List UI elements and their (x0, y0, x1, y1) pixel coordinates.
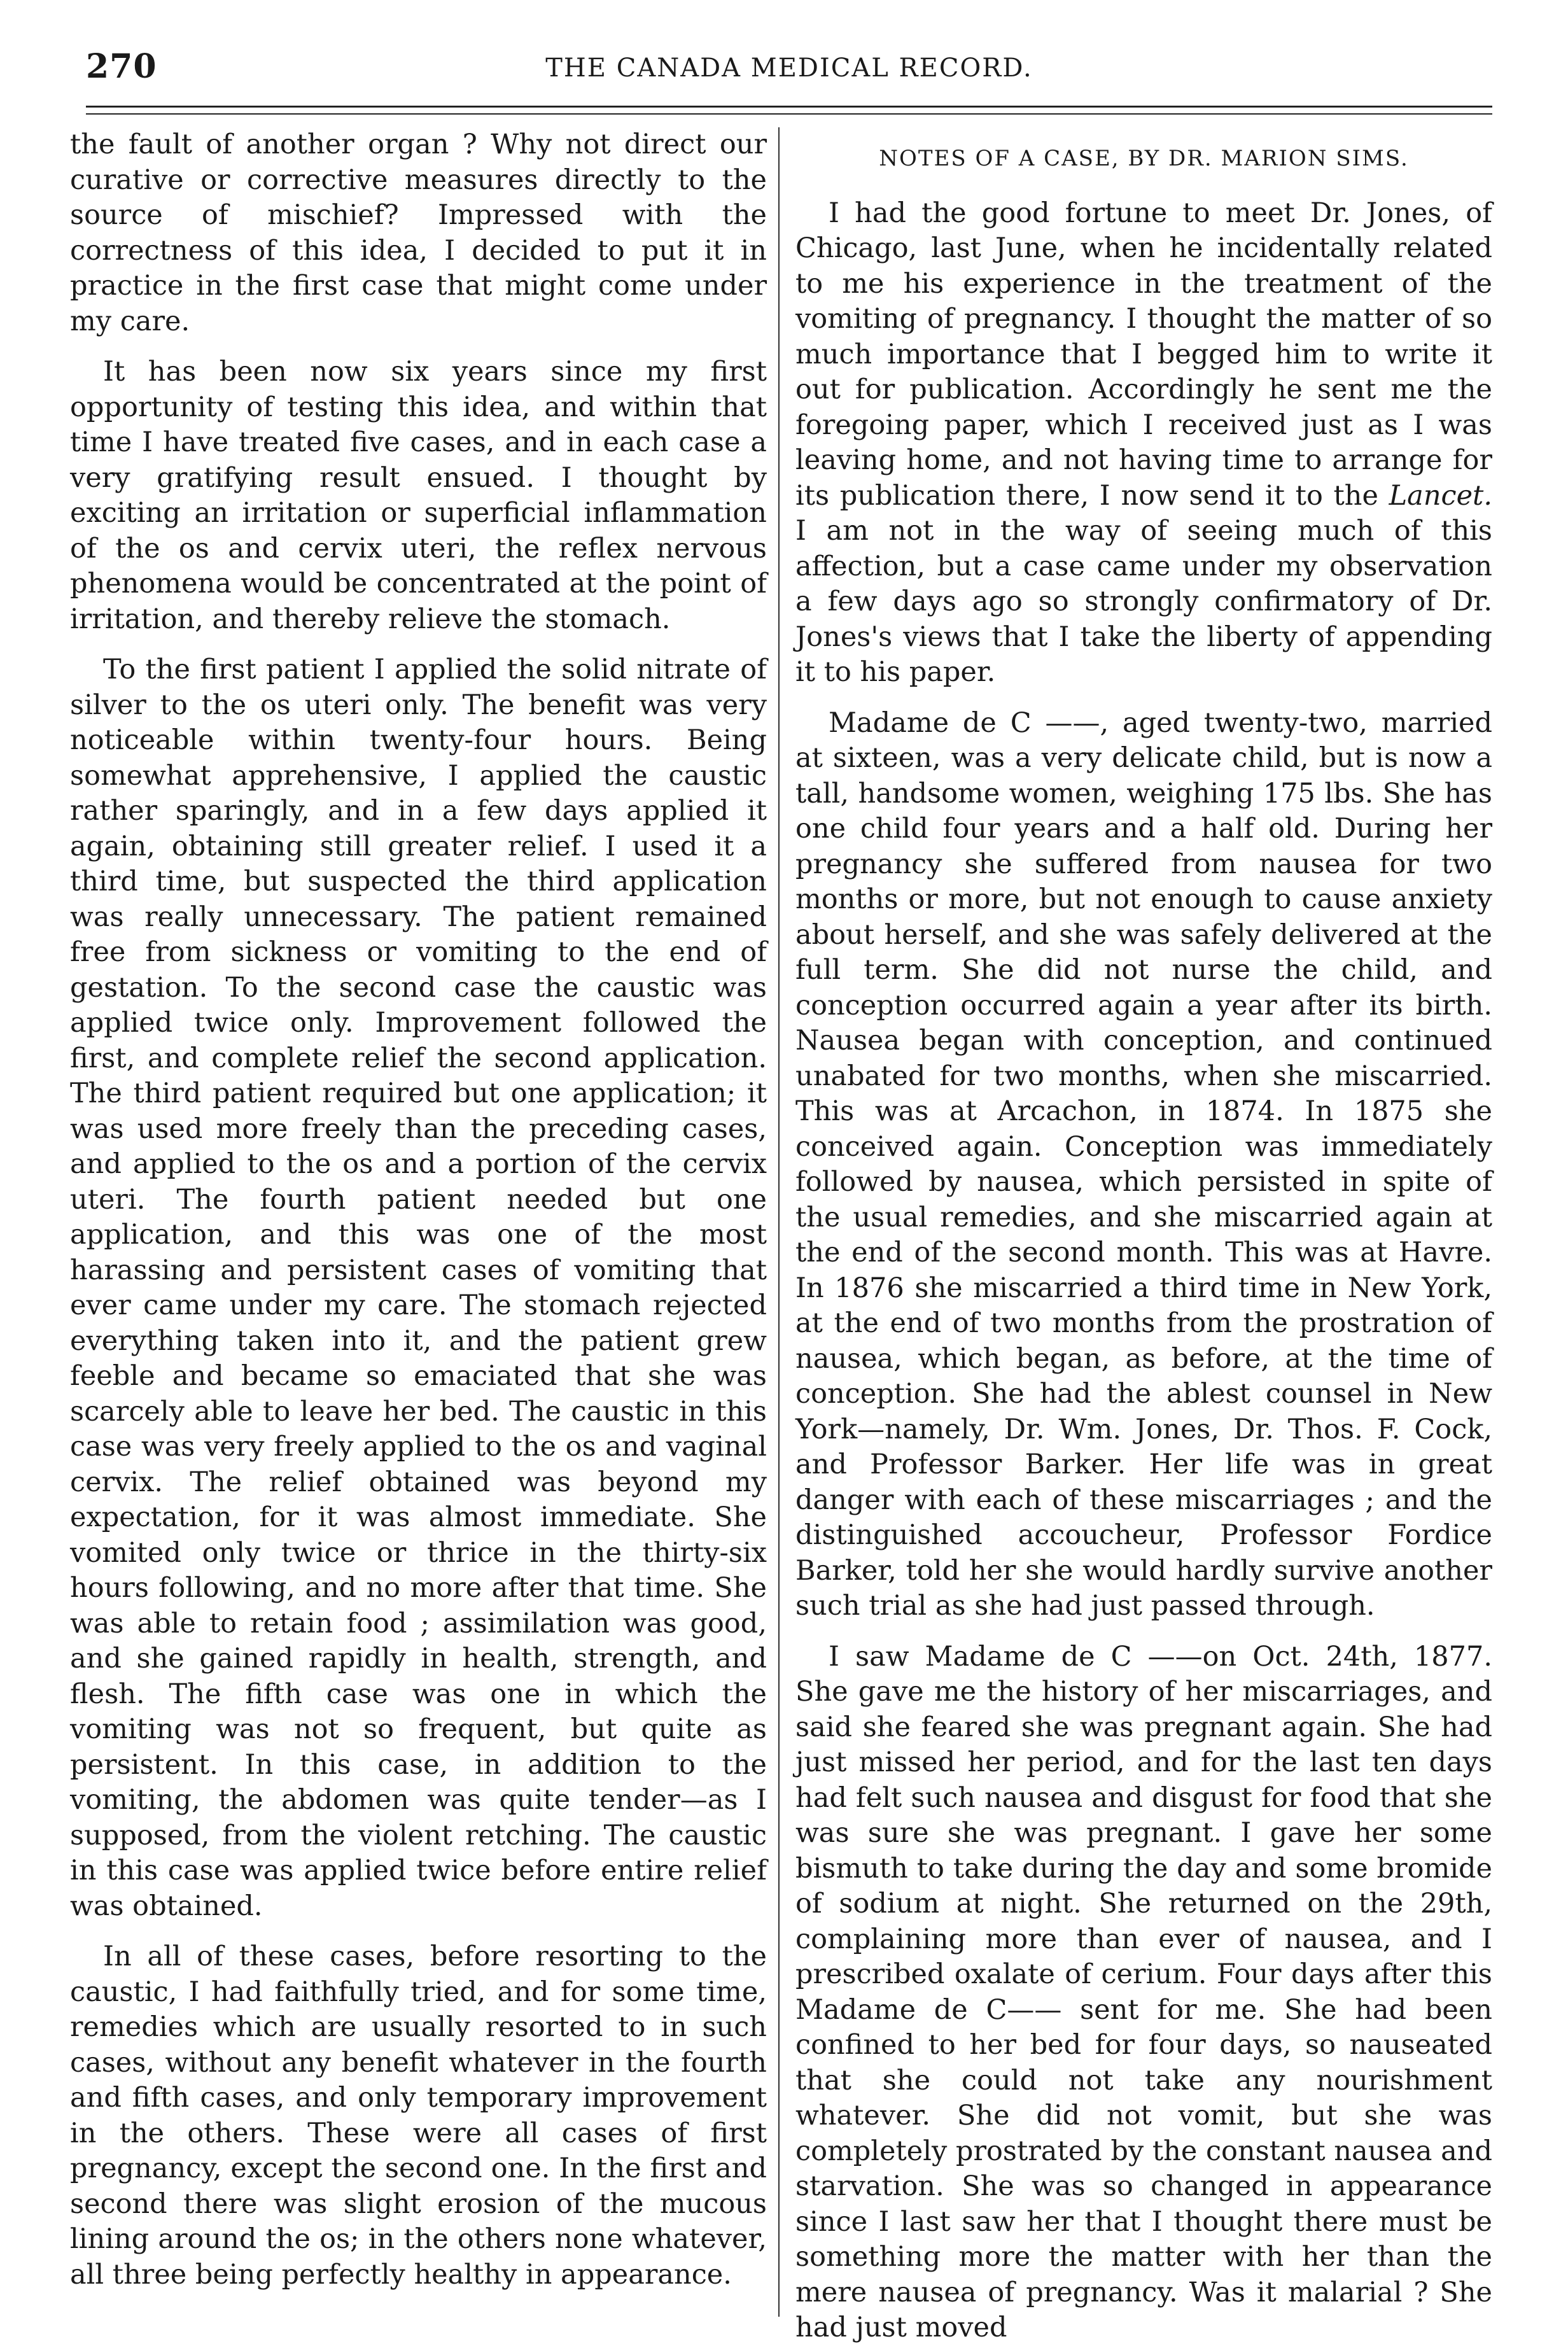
header-rule-bottom (86, 113, 1492, 115)
header-rule-top (86, 106, 1492, 108)
section-heading: NOTES OF A CASE, BY DR. MARION SIMS. (879, 146, 1409, 171)
page-number: 270 (86, 47, 157, 86)
paragraph: In all of these cases, before resorting to the caustic, I had faithfully tried, and for some time, remedies which are usually resorted to in such cases, without any benefit whatever in the fourth and fifth cases, and only temporary improvement in the others. These were all cases of first pregnancy, except the second one. In the first and second there was slight erosion of the mucous lining around the os; in the others none whatever, all three being perfectly healthy in appearance. (70, 1941, 767, 2291)
paragraph-text: I had the good fortune to meet Dr. Jones, of Chicago, last June, when he incidentally related to me his experience in the treatment of the vomiting of pregnancy. I thought the matter of so much importance that I begged him to write it out for publication. Accordingly he sent me the foregoing paper, which I received just as I was leaving home, and not having time to arrange for its publication there, I now send it to the (795, 197, 1492, 512)
paragraph (795, 196, 1492, 691)
paragraph-text: I am not in the way of seeing much of this affection, but a case came under my observation a few days ago so strongly confirmatory of Dr. Jones's views that I take the liberty of appending it to his paper. (795, 515, 1492, 688)
left-column (70, 127, 767, 2317)
journal-title: THE CANADA MEDICAL RECORD. (545, 53, 1033, 83)
paragraph: It has been now six years since my first opportunity of testing this idea, and within that time I have treated five cases, and in each case a very gratifying result ensued. I thought by exciting an irritation or superficial inflammation of the os and cervix uteri, the reflex nervous phenomena would be concentrated at the point of irritation, and thereby relieve the stomach. (70, 356, 767, 635)
paragraph: I saw Madame de C ——on Oct. 24th, 1877. She gave me the history of her miscarriages, and said she feared she was pregnant again. She had just missed her period, and for the last ten days had felt such nausea and disgust for food that she was sure she was pregnant. I gave her some bismuth to take during the day and some bromide of sodium at night. She returned on the 29th, complaining more than ever of nausea, and I prescribed oxalate of cerium. Four days after this Madame de C—— sent for me. She had been confined to her bed for four days, so nauseated that she could not take any nourishment whatever. She did not vomit, but she was completely prostrated by the constant nausea and starvation. She was so changed in appearance since I last saw her that I thought there must be something more the matter with her than the mere nausea of pregnancy. Was it malarial ? She had just moved (795, 1640, 1492, 2343)
page-header (86, 39, 1492, 97)
paragraph: the fault of another organ ? Why not direct our curative or corrective measures directly to the source of mischief? Impressed with the correctness of this idea, I decided to put it in practice in the first case that might come under my care. (70, 129, 767, 337)
right-column (795, 127, 1492, 2343)
column-divider (778, 127, 780, 2317)
paragraph: Madame de C ——, aged twenty-two, married at sixteen, was a very delicate child, but is now a tall, handsome women, weighing 175 lbs. She has one child four years and a half old. During her pregnancy she suffered from nausea for two months or more, but not enough to cause anxiety about herself, and she was safely delivered at the full term. She did not nurse the child, and conception occurred again a year after its birth. Nausea began with conception, and continued unabated for two months, when she miscarried. This was at Arcachon, in 1874. In 1875 she conceived again. Conception was immediately followed by nausea, which persisted in spite of the usual remedies, and she miscarried again at the end of the second month. This was at Havre. In 1876 she miscarried a third time in New York, at the end of two months from the prostration of nausea, which began, as before, at the time of conception. She had the ablest counsel in New York—namely, Dr. Wm. Jones, Dr. Thos. F. Cock, and Professor Barker. Her life was in great danger with each of these miscarriages ; and the distinguished accoucheur, Professor Fordice Barker, told her she would hardly survive another such trial as she had just passed through. (795, 706, 1492, 1622)
paragraph: To the first patient I applied the solid nitrate of silver to the os uteri only. The benefit was very noticeable within twenty-four hours. Being somewhat apprehensive, I applied the caustic rather sparingly, and in a few days applied it again, obtaining still greater relief. I used it a third time, but suspected the third application was really unnecessary. The patient remained free from sickness or vomiting to the end of gestation. To the second case the caustic was applied twice only. Improvement followed the first, and complete relief the second application. The third patient required but one application; it was used more freely than the preceding cases, and applied to the os and a portion of the cervix uteri. The fourth patient needed but one application, and this was one of the most harassing and persistent cases of vomiting that ever came under my care. The stomach rejected everything taken into it, and the patient grew feeble and became so emaciated that she was scarcely able to leave her bed. The caustic in this case was very freely applied to the os and vaginal cervix. The relief obtained was beyond my expectation, for it was almost immediate. She vomited only twice or thrice in the thirty-six hours following, and no more after that time. She was able to retain food ; assimilation was good, and she gained rapidly in health, strength, and flesh. The fifth case was one in which the vomiting was not so frequent, but quite as persistent. In this case, in addition to the vomiting, the abdomen was quite tender—as I supposed, from the violent retching. The caustic in this case was applied twice before entire relief was obtained. (70, 654, 767, 1922)
italic-journal-name: Lancet. (1389, 479, 1492, 512)
